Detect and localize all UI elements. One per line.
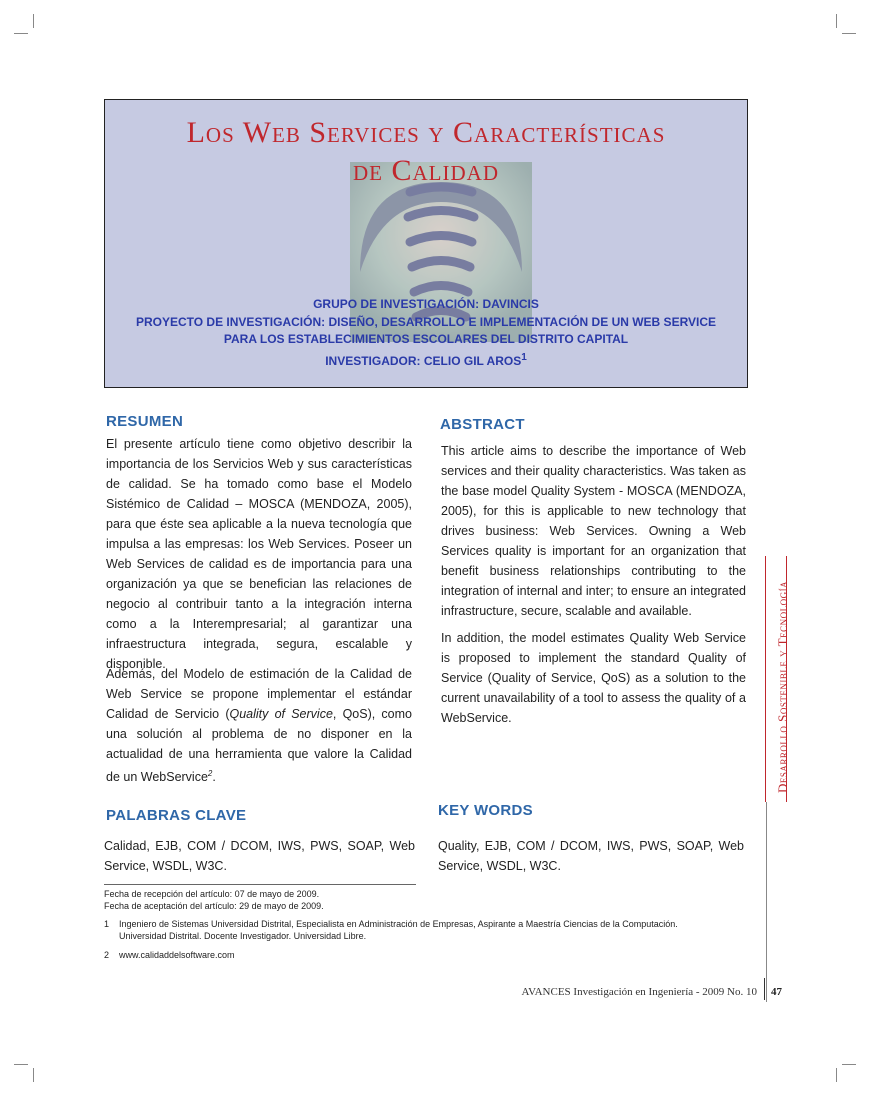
- received-date: Fecha de recepción del artículo: 07 de mayo de 2009.: [104, 889, 320, 899]
- resumen-p2-b: , QoS), como una solución al problema de no disponer en la actualidad de una herramienta que valore la Calidad de un WebService: [106, 707, 412, 785]
- footnote-2-text: www.calidaddelsoftware.com: [119, 950, 235, 960]
- resumen-p2-end: .: [212, 770, 216, 785]
- research-project-line-1: PROYECTO DE INVESTIGACIÓN: DISEÑO, DESARROLLO E IMPLEMENTACIÓN DE UN WEB SERVICE: [135, 314, 717, 329]
- crop-mark: [33, 1068, 34, 1082]
- abstract-paragraph-2: In addition, the model estimates Quality Web Service is proposed to implement the standard Quality of Service (Quality of Service, QoS) as a solution to the current unavailability of a tool to assess the quality of a WebService.: [441, 631, 746, 725]
- abstract-heading: ABSTRACT: [440, 416, 525, 433]
- footnote-2: [104, 949, 235, 961]
- resumen-heading: RESUMEN: [106, 413, 184, 430]
- crop-mark: [14, 1064, 28, 1065]
- crop-mark: [836, 14, 837, 28]
- research-info: [105, 296, 747, 370]
- researcher-name: INVESTIGADOR: CELIO GIL AROS: [325, 353, 522, 368]
- article-title-line-2: de Calidad: [353, 154, 499, 187]
- footnote-rule: [104, 884, 416, 885]
- crop-mark: [842, 33, 856, 34]
- key-words-heading: KEY WORDS: [438, 802, 533, 819]
- resumen-p2-a: Además, del Modelo de estimación de la Calidad de Web Service se propone implementar el estándar Calidad de Servicio (: [106, 667, 412, 721]
- footnote-1-number: 1: [104, 919, 110, 929]
- article-title-line-1: Los Web Services y Características: [186, 116, 666, 149]
- accepted-date: Fecha de aceptación del artículo: 29 de mayo de 2009.: [104, 901, 324, 911]
- crop-mark: [836, 1068, 837, 1082]
- footnote-1-line-2: Universidad Distrital. Docente Investigador. Universidad Libre.: [119, 931, 367, 941]
- research-project-line-2: PARA LOS ESTABLECIMIENTOS ESCOLARES DEL DISTRITO CAPITAL: [223, 332, 629, 346]
- resumen-paragraph-2: [106, 664, 412, 787]
- page-number: 47: [771, 986, 782, 998]
- abstract-paragraph-1: This article aims to describe the importance of Web services and their quality characteristics. Was taken as the base model Quality System - MOSCA (MENDOZA, 2005), for this is applicable to new technology that drives business: Web Services. Owning a Web Services quality is important for an organization that benefit business relationships contributing to the integration of internal and inter; to ensure an integrated infrastructure, secure, scalable and available.: [441, 444, 746, 618]
- footnote-1-line-1: Ingeniero de Sistemas Universidad Distrital, Especialista en Administración de Empresas, Aspirante a Maestría Ciencias de la Computación.: [119, 919, 678, 929]
- crop-mark: [33, 14, 34, 28]
- palabras-clave-heading: PALABRAS CLAVE: [106, 807, 247, 824]
- crop-mark: [14, 33, 28, 34]
- footnote-ref-2: 2: [207, 769, 213, 778]
- research-group: GRUPO DE INVESTIGACIÓN: DAVINCIS: [313, 297, 539, 311]
- key-words-text: Quality, EJB, COM / DCOM, IWS, PWS, SOAP, Web Service, WSDL, W3C.: [438, 839, 744, 873]
- palabras-clave-text: Calidad, EJB, COM / DCOM, IWS, PWS, SOAP, Web Service, WSDL, W3C.: [104, 839, 415, 873]
- article-header: [104, 99, 748, 388]
- resumen-p2-italic: Quality of Service: [229, 707, 333, 721]
- researcher-line: [105, 349, 747, 371]
- section-side-tab: [766, 802, 786, 1002]
- crop-mark: [842, 1064, 856, 1065]
- footnote-2-number: 2: [104, 950, 110, 960]
- footnote-1: [104, 918, 678, 942]
- resumen-paragraph-1: El presente artículo tiene como objetivo describir la importancia de los Servicios Web y sus características de calidad. Se ha tomado como base el Modelo Sistémico de Calidad – MOSCA (MENDOZA, 2005), para que éste sea aplicable a la nueva tecnología que impulsa a las empresas: los Web Services. Poseer un Web Services de calidad es de importancia para una organización ya que se benefician las relaciones de negocio al contribuir tanto a la integración interna como a la Interempresarial; al garantizar una infraestructura integrada, segura, escalable y disponible.: [106, 437, 412, 671]
- footnote-ref-1: 1: [521, 351, 527, 363]
- footer-separator: [764, 978, 765, 1000]
- journal-footer: AVANCES Investigación en Ingeniería - 2009 No. 10: [521, 986, 757, 998]
- section-side-label: Desarrollo Sostenible y Tecnología: [775, 580, 790, 793]
